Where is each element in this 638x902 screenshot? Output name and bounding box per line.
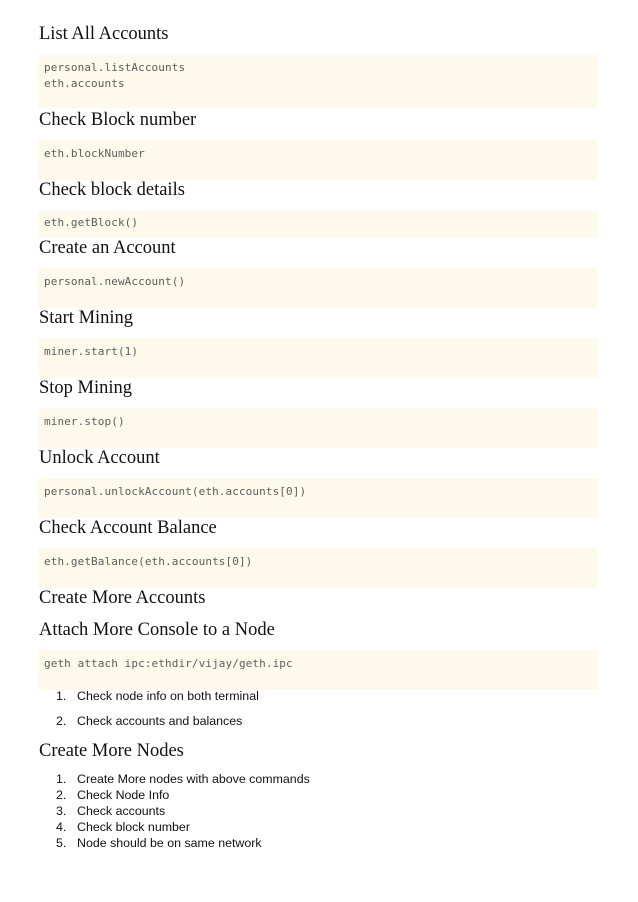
heading-create-an-account: Create an Account bbox=[39, 238, 176, 258]
heading-check-account-balance: Check Account Balance bbox=[39, 518, 217, 538]
heading-attach-console: Attach More Console to a Node bbox=[39, 620, 275, 640]
heading-start-mining: Start Mining bbox=[39, 308, 134, 328]
list-item bbox=[56, 688, 259, 704]
code-line: miner.stop() bbox=[44, 415, 125, 428]
list-number: 1. bbox=[56, 772, 67, 786]
code-line: miner.start(1) bbox=[44, 345, 139, 358]
code-block-new-account bbox=[38, 268, 598, 308]
code-block-get-balance bbox=[38, 548, 598, 588]
heading-stop-mining: Stop Mining bbox=[39, 378, 133, 398]
heading-list-all-accounts: List All Accounts bbox=[39, 24, 169, 44]
list-item bbox=[56, 787, 169, 803]
list-text: Check accounts and balances bbox=[77, 714, 243, 728]
list-number: 5. bbox=[56, 836, 67, 850]
heading-check-block-number: Check Block number bbox=[39, 110, 197, 130]
list-text: Create More nodes with above commands bbox=[77, 772, 310, 786]
list-item bbox=[56, 771, 310, 787]
code-line: eth.getBlock() bbox=[44, 216, 139, 229]
heading-unlock-account: Unlock Account bbox=[39, 448, 160, 468]
code-block-miner-stop bbox=[38, 408, 598, 448]
code-block-block-number bbox=[38, 140, 598, 180]
list-item bbox=[56, 835, 262, 851]
code-line: eth.getBalance(eth.accounts[0]) bbox=[44, 555, 253, 568]
code-block-list-accounts bbox=[38, 55, 598, 108]
code-line: eth.blockNumber bbox=[44, 147, 145, 160]
list-number: 2. bbox=[56, 788, 67, 802]
list-text: Check accounts bbox=[77, 804, 166, 818]
heading-create-more-nodes: Create More Nodes bbox=[39, 741, 184, 761]
list-item bbox=[56, 819, 190, 835]
list-number: 1. bbox=[56, 689, 67, 703]
code-line: eth.accounts bbox=[44, 77, 125, 90]
list-text: Node should be on same network bbox=[77, 836, 262, 850]
list-number: 2. bbox=[56, 714, 67, 728]
code-line: personal.newAccount() bbox=[44, 275, 186, 288]
list-item bbox=[56, 713, 242, 729]
list-number: 3. bbox=[56, 804, 67, 818]
code-block-unlock-account bbox=[38, 478, 598, 518]
code-block-block-details bbox=[38, 211, 598, 238]
code-block-miner-start bbox=[38, 338, 598, 378]
list-item bbox=[56, 803, 165, 819]
list-text: Check Node Info bbox=[77, 788, 170, 802]
heading-create-more-accounts: Create More Accounts bbox=[39, 588, 206, 608]
list-text: Check node info on both terminal bbox=[77, 689, 259, 703]
code-line: personal.listAccounts bbox=[44, 61, 186, 74]
list-number: 4. bbox=[56, 820, 67, 834]
code-block-geth-attach bbox=[38, 650, 598, 690]
code-line: personal.unlockAccount(eth.accounts[0]) bbox=[44, 485, 307, 498]
list-text: Check block number bbox=[77, 820, 190, 834]
heading-check-block-details: Check block details bbox=[39, 180, 185, 200]
code-line: geth attach ipc:ethdir/vijay/geth.ipc bbox=[44, 657, 293, 670]
